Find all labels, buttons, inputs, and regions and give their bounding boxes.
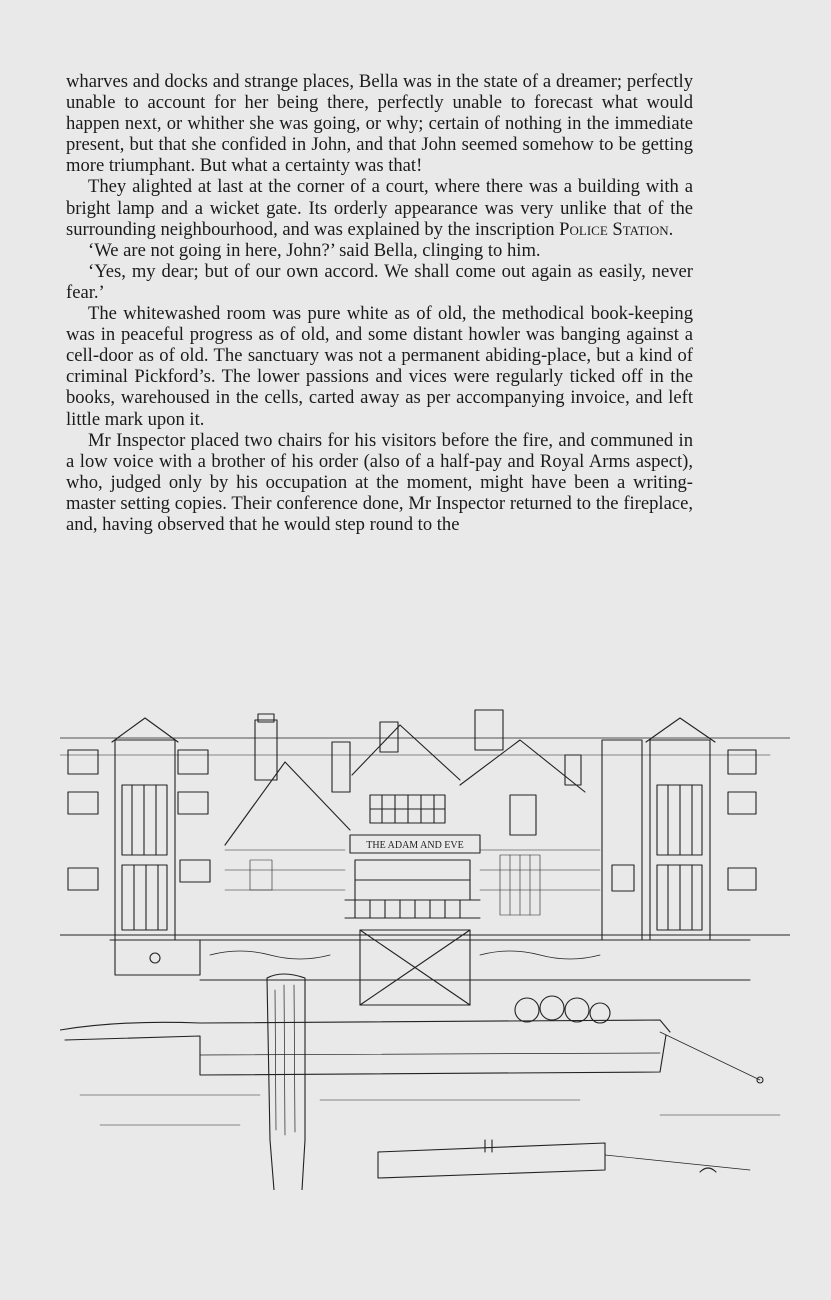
paragraph-5: The whitewashed room was pure white as of old, the methodical book-keeping was in peaceful progress as of old, and some distant howler was banging against a cell-door as of old. The sanctuary was not a permanent abiding-place, but a kind of criminal Pickford’s. The lower passions and vices were regularly ticked off in the books, warehoused in the cells, carted away as per accompanying invoice, and left little mark upon it. — [66, 303, 693, 430]
right-warehouse — [602, 718, 756, 940]
paragraph-2-end: . — [668, 218, 674, 240]
left-warehouse — [68, 718, 210, 940]
paragraph-2 — [66, 176, 693, 239]
barrels — [515, 996, 610, 1023]
inn-sign — [350, 835, 480, 900]
barge — [60, 1020, 763, 1083]
paragraph-4: ‘Yes, my dear; but of our own accord. We shall come out again as easily, never fear.’ — [66, 260, 693, 303]
police-station-inscription: Police Station — [559, 218, 669, 240]
paragraph-6: Mr Inspector placed two chairs for his visitors before the fire, and communed in a low voice with a brother of his order (also of a half-pay and Royal Arms aspect), who, judged only by his occupation at the moment, might have been a writing-master setting copies. Their conference done, Mr Inspector returned to the fireplace, and, having observed that he would step round to the — [66, 429, 693, 535]
water-lines — [80, 1095, 780, 1125]
paragraph-1: wharves and docks and strange places, Bella was in the state of a dreamer; perfectly unable to account for her being there, perfectly unable to forecast what would happen next, or whither she was going, or why; certain of nothing in the immediate present, but that she confided in John, and that John seemed somehow to be getting more triumphant. But what a certainty was that! — [66, 71, 693, 177]
small-boat — [378, 1140, 750, 1178]
paragraph-3: ‘We are not going in here, John?’ said Bella, clinging to him. — [88, 239, 541, 261]
balcony-railing — [345, 900, 480, 918]
quay-wall — [60, 930, 790, 1005]
mooring-post — [267, 974, 305, 1190]
central-houses — [225, 710, 585, 845]
page-text — [66, 71, 693, 535]
paragraph-2-text: They alighted at last at the corner of a court, where there was a building with a bright lamp and a wicket gate. Its orderly appearance was very unlike that of the surrounding neighbourhood, and was explained by the inscription — [66, 176, 693, 240]
waterfront-illustration — [60, 700, 790, 1190]
inn-sign-text: THE ADAM AND EVE — [366, 840, 464, 851]
